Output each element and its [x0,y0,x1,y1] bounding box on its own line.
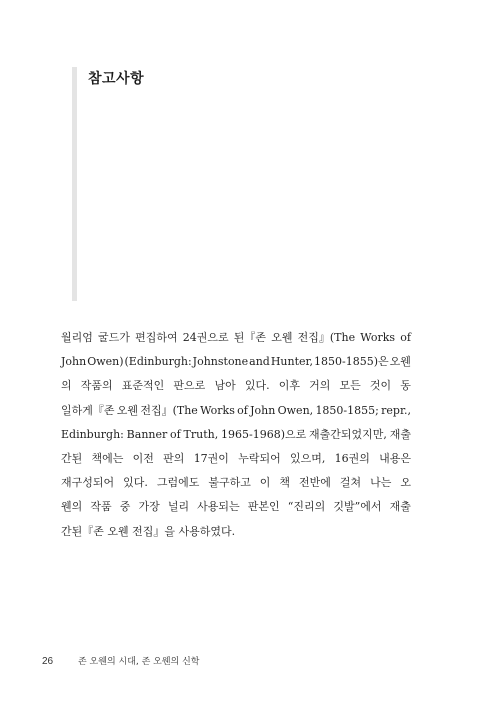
body-paragraph [61,326,411,544]
text-line [61,423,411,447]
word: 1850-1855; [315,403,379,417]
word: 널리 [167,500,190,514]
word: John [250,403,276,417]
running-title: 존 오웬의 시대, 존 오웬의 신학 [78,657,200,667]
word: 재구성되어 [61,476,115,490]
word: 오 [400,476,411,490]
word: 있다. [123,476,148,490]
word: 간된 [61,452,83,466]
text-line [61,374,411,398]
page-number: 26 [42,656,54,667]
word: 편집하여 [135,331,178,344]
word: Hunter, [270,355,314,369]
word: 표준적인 [121,379,165,393]
word: 판본인 [247,500,280,514]
word: 된『존 [233,331,267,344]
word: 1965-1968)으로 [221,427,307,441]
side-rule [72,67,77,301]
word: 17권이 [193,452,229,466]
word: Banner [126,427,168,441]
section-title: 참고사항 [88,71,145,87]
word: Owen) [87,355,124,369]
text-line [61,447,411,471]
word: 판으로 [173,379,206,393]
word: 24권으로 [182,331,229,344]
word: Johnstone [192,355,249,369]
word: “진리의 [287,500,326,514]
word: of [237,403,248,417]
text-line [61,471,411,495]
word: 작품 [90,500,112,514]
word: Works [360,331,396,344]
word: Edinburgh: [61,427,124,441]
word: 내용은 [379,452,411,466]
word: 사용되는 [197,500,240,514]
word: 중 [119,500,131,514]
word: 모든 [339,379,361,393]
text-line [61,399,411,423]
word: 재출간되었지만, [309,427,387,441]
word: Truth, [183,427,219,441]
word: 누락되어 [238,452,281,466]
word: 굴드가 [98,331,130,344]
word: 가장 [138,500,160,514]
word: John [61,355,87,369]
word: 의 [61,379,72,393]
word: 16권의 [334,452,370,466]
word: 오웬 [116,403,139,417]
page-footer [42,654,200,667]
word: 책에는 [91,452,124,466]
word: 있으며, [289,452,326,466]
word: 오웬 [271,331,293,344]
word: 판의 [163,452,185,466]
word: (Edinburgh: [124,355,192,369]
word: Works [200,403,235,417]
text-line [61,495,411,519]
text-line [61,326,411,350]
word: repr., [381,403,411,417]
word: 동 [400,379,411,393]
word: Owen, [277,403,314,417]
text-line [61,350,411,374]
text-line: 간된『존 오웬 전집』을 사용하였다. [61,524,236,538]
word: 오웬 [389,355,411,369]
word: 있다. [244,379,270,393]
word: 일하게『존 [61,403,115,417]
word: 거의 [309,379,331,393]
word: 남아 [214,379,236,393]
word: 웬의 [61,500,83,514]
word: 이후 [278,379,300,393]
word: 전반에 [299,476,331,490]
word: 월리엄 [61,331,93,344]
word: of [170,427,181,441]
word: of [400,331,411,344]
word: 작품의 [80,379,113,393]
word: 불구하고 [208,476,251,490]
word: 이 [259,476,271,490]
word: 재출 [389,427,411,441]
word: 그럼에도 [156,476,200,490]
word: 나는 [370,476,392,490]
word: 재출 [389,500,411,514]
word: 책 [279,476,291,490]
word: 1850-1855)은 [314,355,389,369]
word: 전집』(The [297,331,356,344]
word: 걸쳐 [339,476,362,490]
word: 것이 [369,379,392,393]
word: 전집』(The [140,403,198,417]
word: and [249,355,270,369]
word: 깃발”에서 [333,500,382,514]
word: 이전 [132,452,154,466]
